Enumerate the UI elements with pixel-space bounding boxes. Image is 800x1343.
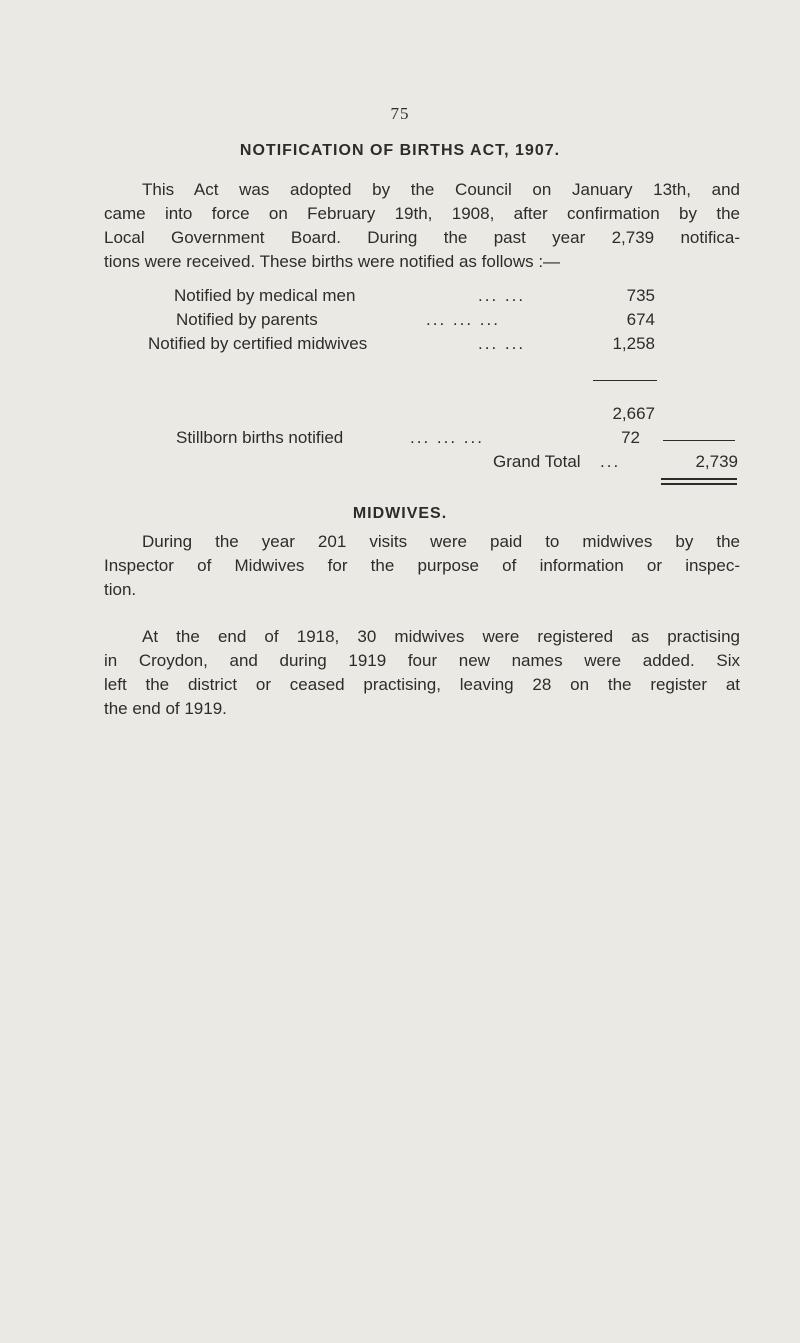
section-heading-notification: NOTIFICATION OF BIRTHS ACT, 1907. xyxy=(239,142,561,159)
row-label: Notified by medical men xyxy=(174,286,356,305)
intro-paragraph xyxy=(104,178,740,274)
midwives-paragraph-2 xyxy=(104,625,740,721)
grand-total-rule-2 xyxy=(661,483,737,485)
row-dots: ... ... xyxy=(478,286,526,305)
row-dots: ... xyxy=(600,452,621,471)
births-row-medical xyxy=(0,286,800,310)
stillborn-label: Stillborn births notified xyxy=(176,428,344,447)
row-value: 674 xyxy=(626,310,655,329)
row-dots: ... ... xyxy=(478,334,526,353)
births-row-midwives xyxy=(0,334,800,358)
row-value: 735 xyxy=(626,286,655,305)
para2-line-3: left the district or ceased practising, leaving 28 on the register at xyxy=(104,675,740,694)
para2-line-2: in Croydon, and during 1919 four new names were added. Six xyxy=(104,651,740,670)
row-dots: ... ... ... xyxy=(426,310,500,329)
para2-line-4: the end of 1919. xyxy=(104,699,227,718)
births-row-parents xyxy=(0,310,800,334)
grand-total-row xyxy=(0,452,800,476)
para2-line-1: At the end of 1918, 30 midwives were registered as practising xyxy=(142,627,740,646)
intro-line-2: came into force on February 19th, 1908, after confirmation by the xyxy=(104,204,740,223)
para1-line-1: During the year 201 visits were paid to midwives by the xyxy=(142,532,740,551)
stillborn-rule xyxy=(663,440,735,441)
midwives-paragraph-1 xyxy=(104,530,740,602)
grand-total-value: 2,739 xyxy=(695,452,738,471)
subtotal-value: 2,667 xyxy=(612,404,655,423)
para1-line-3: tion. xyxy=(104,580,137,599)
subtotal-rule xyxy=(593,380,657,381)
row-dots: ... ... ... xyxy=(410,428,484,447)
para1-line-2: Inspector of Midwives for the purpose of information or inspec- xyxy=(104,556,740,575)
page-number: 75 xyxy=(390,104,410,123)
row-value: 1,258 xyxy=(612,334,655,353)
intro-line-1: This Act was adopted by the Council on January 13th, and xyxy=(142,180,740,199)
stillborn-value: 72 xyxy=(621,428,640,447)
row-label: Notified by certified midwives xyxy=(148,334,368,353)
row-label: Notified by parents xyxy=(176,310,318,329)
intro-line-3: Local Government Board. During the past year 2,739 notifica- xyxy=(104,228,740,247)
section-heading-midwives: MIDWIVES. xyxy=(352,505,448,522)
subtotal-row xyxy=(0,404,800,428)
grand-total-rule-1 xyxy=(661,478,737,480)
intro-line-4: tions were received. These births were notified as follows :— xyxy=(104,252,561,271)
grand-total-label: Grand Total xyxy=(493,452,581,471)
